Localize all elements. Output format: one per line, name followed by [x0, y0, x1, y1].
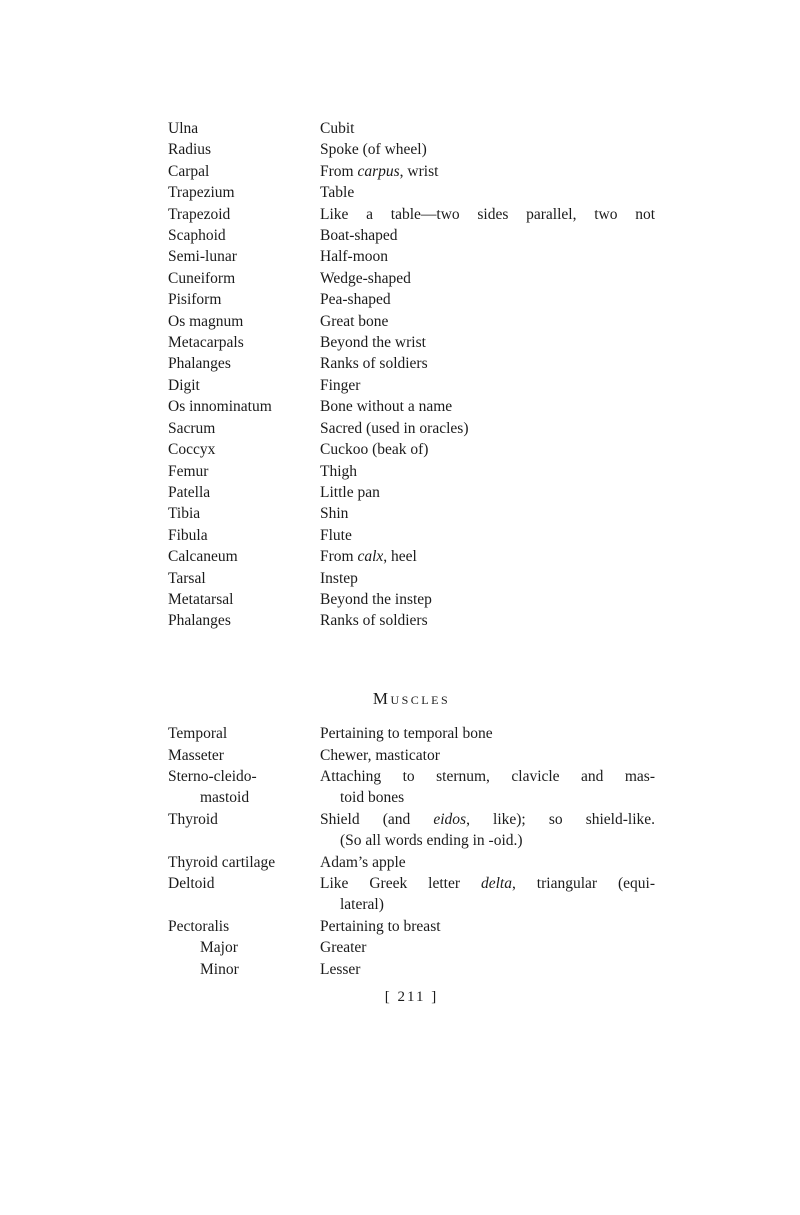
definition-segment: Bone without a name [320, 398, 453, 416]
glossary-row [168, 745, 655, 766]
definition-text [320, 809, 655, 830]
definition-text [320, 268, 655, 289]
glossary-row [168, 482, 655, 503]
definition-text [320, 482, 655, 503]
definition-cell [320, 525, 655, 546]
definition-cell [320, 589, 655, 610]
latin-term-italic: calx [357, 548, 384, 566]
definition-cell [320, 439, 655, 460]
glossary-row [168, 375, 655, 396]
term-text: Trapezium [168, 184, 235, 202]
muscles-heading: Muscles [372, 688, 451, 708]
term-text: Scaphoid [168, 227, 226, 245]
term-text: Phalanges [168, 355, 231, 373]
term-text: Thyroid [168, 810, 218, 828]
definition-segment: , like); so shield-like. [466, 810, 656, 828]
term-cell [168, 118, 320, 139]
muscles-glossary [168, 723, 655, 980]
term-text: Phalanges [168, 612, 231, 630]
glossary-row [168, 139, 655, 160]
glossary-row [168, 289, 655, 310]
term-cell [168, 745, 320, 766]
term-cell [168, 852, 320, 873]
term-text: Os magnum [168, 312, 244, 330]
bones-glossary [168, 118, 655, 632]
term-cell [168, 396, 320, 417]
term-cell [168, 246, 320, 267]
definition-text [320, 311, 655, 332]
definition-segment: Ranks of soldiers [320, 612, 428, 630]
definition-text [320, 830, 655, 851]
term-cell [168, 959, 320, 980]
definition-segment: Table [320, 184, 355, 202]
definition-segment: Instep [320, 569, 358, 587]
definition-segment: Thigh [320, 462, 358, 480]
glossary-row [168, 809, 655, 852]
definition-text [320, 225, 655, 246]
term-cell [168, 589, 320, 610]
term-text: Carpal [168, 162, 210, 180]
definition-segment: Finger [320, 376, 361, 394]
definition-cell [320, 610, 655, 631]
term-text: Deltoid [168, 875, 215, 892]
definition-segment: Pea-shaped [320, 291, 391, 309]
glossary-row [168, 246, 655, 267]
term-text: Sterno-cleido- [168, 767, 257, 785]
term-text: Radius [168, 141, 212, 159]
glossary-row [168, 161, 655, 182]
term-text: Coccyx [168, 441, 216, 459]
term-text: Tibia [168, 505, 201, 523]
definition-text [320, 204, 655, 225]
term-cell [168, 332, 320, 353]
term-text: Metacarpals [168, 334, 244, 352]
term-cell [168, 418, 320, 439]
definition-text [320, 916, 655, 937]
definition-segment: lateral) [340, 896, 384, 914]
term-cell [168, 289, 320, 310]
term-text: Semi-lunar [168, 248, 237, 266]
term-cell [168, 182, 320, 203]
definition-cell [320, 268, 655, 289]
definition-cell [320, 873, 655, 916]
glossary-row [168, 568, 655, 589]
definition-cell [320, 503, 655, 524]
definition-segment: , heel [383, 548, 417, 566]
page-number: [ 211 ] [384, 989, 439, 1006]
definition-cell [320, 353, 655, 374]
definition-text [320, 332, 655, 353]
term-text: Cuneiform [168, 269, 236, 287]
definition-cell [320, 852, 655, 873]
term-cell [168, 916, 320, 937]
definition-segment: Lesser [320, 960, 361, 978]
term-text: Trapezoid [168, 205, 231, 223]
glossary-row [168, 503, 655, 524]
glossary-row [168, 461, 655, 482]
term-cell [168, 204, 320, 225]
definition-segment: Cuckoo (beak of) [320, 441, 429, 459]
term-cell [168, 610, 320, 631]
definition-segment: From [320, 548, 358, 566]
definition-cell [320, 396, 655, 417]
definition-cell [320, 139, 655, 160]
definition-cell [320, 766, 655, 809]
definition-segment: Beyond the wrist [320, 334, 426, 352]
term-text: Temporal [168, 725, 228, 743]
definition-text [320, 461, 655, 482]
term-text: Minor [200, 960, 239, 978]
term-cell [168, 375, 320, 396]
definition-segment: Pertaining to temporal bone [320, 725, 493, 743]
glossary-row [168, 546, 655, 567]
definition-segment: Like a table—two sides parallel, two not [320, 205, 655, 223]
term-text: Digit [168, 376, 200, 394]
term-cell [168, 873, 320, 894]
glossary-row [168, 852, 655, 873]
definition-cell [320, 118, 655, 139]
definition-segment: Little pan [320, 483, 380, 501]
term-text: Calcaneum [168, 548, 238, 566]
definition-text [320, 937, 655, 958]
term-cell [168, 461, 320, 482]
definition-text [320, 723, 655, 744]
definition-cell [320, 937, 655, 958]
latin-term-italic: carpus [357, 162, 400, 180]
term-cell [168, 139, 320, 160]
definition-text [320, 182, 655, 203]
term-cell [168, 225, 320, 246]
glossary-row [168, 916, 655, 937]
definition-segment: Half-moon [320, 248, 389, 266]
term-cell [168, 525, 320, 546]
definition-text [320, 546, 655, 567]
definition-cell [320, 161, 655, 182]
definition-text [320, 894, 655, 915]
definition-cell [320, 246, 655, 267]
definition-cell [320, 289, 655, 310]
definition-segment: , wrist [399, 162, 439, 180]
term-cell [168, 937, 320, 958]
definition-segment: Sacred (used in oracles) [320, 419, 469, 437]
definition-segment: From [320, 162, 358, 180]
glossary-row [168, 959, 655, 980]
definition-segment: Pertaining to breast [320, 917, 441, 935]
term-text: Masseter [168, 746, 224, 764]
definition-segment: Great bone [320, 312, 389, 330]
term-text: Metatarsal [168, 590, 234, 608]
definition-text [320, 289, 655, 310]
definition-cell [320, 375, 655, 396]
term-cell [168, 809, 320, 830]
definition-text [320, 439, 655, 460]
glossary-row [168, 589, 655, 610]
glossary-row [168, 396, 655, 417]
definition-text [320, 959, 655, 980]
glossary-row [168, 439, 655, 460]
definition-text [320, 766, 655, 787]
definition-text [320, 118, 655, 139]
latin-term-italic: delta [480, 875, 512, 892]
definition-segment: Shin [320, 505, 349, 523]
definition-cell [320, 204, 655, 225]
glossary-row [168, 873, 655, 916]
term-cell [168, 353, 320, 374]
glossary-row [168, 332, 655, 353]
glossary-row [168, 766, 655, 809]
definition-segment: Boat-shaped [320, 227, 398, 245]
definition-cell [320, 745, 655, 766]
definition-segment: Cubit [320, 120, 355, 137]
definition-segment: Beyond the instep [320, 590, 432, 608]
term-text: Sacrum [168, 419, 216, 437]
term-cell [168, 723, 320, 744]
definition-segment: Adam’s apple [320, 853, 406, 871]
definition-text [320, 610, 655, 631]
page-content [168, 118, 655, 1008]
glossary-row [168, 225, 655, 246]
glossary-row [168, 182, 655, 203]
definition-segment: Ranks of soldiers [320, 355, 428, 373]
term-cell [168, 311, 320, 332]
definition-text [320, 852, 655, 873]
glossary-row [168, 268, 655, 289]
definition-text [320, 873, 655, 894]
definition-segment: , triangular (equi- [511, 875, 656, 892]
glossary-row [168, 353, 655, 374]
definition-text [320, 589, 655, 610]
term-text: Thyroid cartilage [168, 853, 276, 871]
term-text: Fibula [168, 526, 208, 544]
definition-text [320, 353, 655, 374]
glossary-row [168, 311, 655, 332]
definition-cell [320, 482, 655, 503]
definition-cell [320, 461, 655, 482]
definition-cell [320, 916, 655, 937]
definition-cell [320, 332, 655, 353]
term-text: Tarsal [168, 569, 206, 587]
definition-segment: Spoke (of wheel) [320, 141, 427, 159]
glossary-row [168, 937, 655, 958]
term-text: mastoid [200, 789, 250, 807]
definition-cell [320, 959, 655, 980]
term-text: Femur [168, 462, 209, 480]
definition-cell [320, 809, 655, 852]
definition-cell [320, 418, 655, 439]
definition-segment: (So all words ending in -oid.) [340, 832, 523, 850]
glossary-row [168, 525, 655, 546]
definition-segment: Flute [320, 526, 352, 544]
definition-cell [320, 225, 655, 246]
definition-text [320, 418, 655, 439]
definition-segment: Chewer, masticator [320, 746, 440, 764]
glossary-row [168, 204, 655, 225]
term-text: Patella [168, 483, 211, 501]
definition-segment: Shield (and [320, 810, 434, 828]
definition-text [320, 161, 655, 182]
definition-text [320, 525, 655, 546]
term-text: Pisiform [168, 291, 222, 309]
definition-text [320, 139, 655, 160]
glossary-row [168, 118, 655, 139]
definition-text [320, 396, 655, 417]
definition-segment: Wedge-shaped [320, 269, 411, 287]
definition-cell [320, 311, 655, 332]
glossary-row [168, 418, 655, 439]
term-cell [168, 482, 320, 503]
term-cell [168, 268, 320, 289]
definition-segment: Greater [320, 939, 367, 957]
definition-text [320, 375, 655, 396]
definition-segment: Attaching to sternum, clavicle and mas- [320, 767, 655, 785]
glossary-row [168, 610, 655, 631]
definition-text [320, 787, 655, 808]
term-text: Major [200, 939, 238, 957]
definition-text [320, 568, 655, 589]
definition-cell [320, 568, 655, 589]
term-cell [168, 439, 320, 460]
term-cell [168, 766, 320, 809]
definition-text [320, 246, 655, 267]
term-text: Ulna [168, 120, 199, 137]
definition-segment: Like Greek letter [320, 875, 481, 892]
glossary-row [168, 723, 655, 744]
definition-cell [320, 723, 655, 744]
definition-cell [320, 182, 655, 203]
latin-term-italic: eidos [433, 810, 467, 828]
definition-text [320, 745, 655, 766]
term-cell [168, 161, 320, 182]
term-cell [168, 546, 320, 567]
definition-text [320, 503, 655, 524]
definition-segment: toid bones [340, 789, 405, 807]
term-cell [168, 568, 320, 589]
term-text: Os innominatum [168, 398, 272, 416]
term-cell [168, 503, 320, 524]
definition-cell [320, 546, 655, 567]
term-text: Pectoralis [168, 917, 230, 935]
